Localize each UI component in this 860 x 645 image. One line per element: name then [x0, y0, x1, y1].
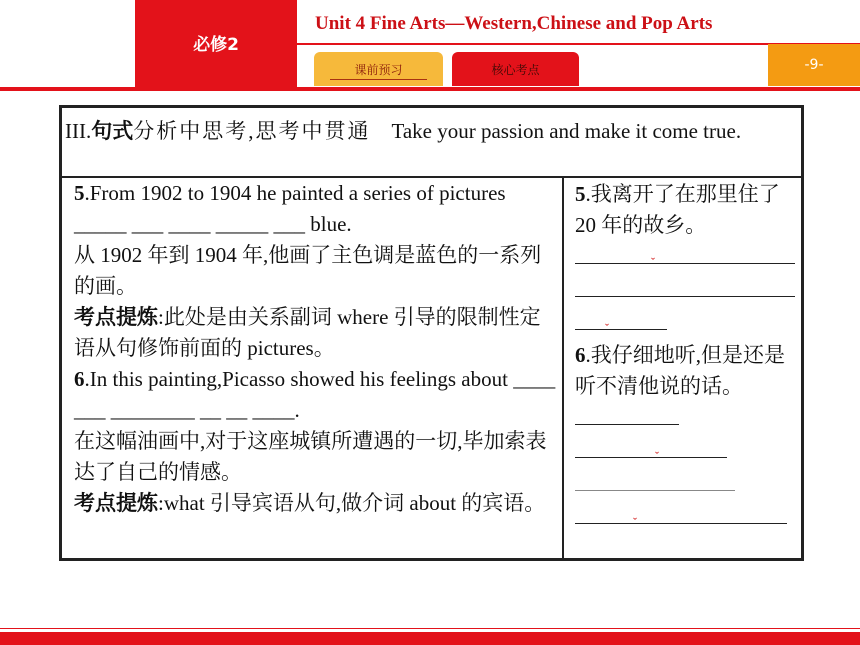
- right-item-5-number: 5: [575, 182, 586, 206]
- tab-preview[interactable]: [314, 52, 443, 86]
- red-mark-icon: ˇ: [605, 321, 609, 335]
- book-label: 必修2: [193, 35, 239, 55]
- exercise-table: [59, 105, 804, 561]
- item-6-tip-label: 考点提炼: [74, 491, 158, 515]
- item-5-tip-text: :此处是由关系副词 where 引导的限制性定语从句修饰前面的 pictures。: [74, 305, 541, 360]
- answer-blank-line[interactable]: [575, 307, 667, 335]
- table-heading: [65, 116, 795, 146]
- item-6-english: [74, 364, 559, 426]
- footer-bar: [0, 632, 860, 645]
- tab-underline: [330, 79, 427, 80]
- item-5-tip: [74, 302, 559, 364]
- item-5-chinese: 从 1902 年到 1904 年,他画了主色调是蓝色的一系列的画。: [74, 243, 542, 298]
- answer-blank-line[interactable]: [575, 468, 735, 491]
- red-mark-icon: ˇ: [655, 449, 659, 463]
- red-mark-icon: ˇ: [633, 515, 637, 529]
- item-6-tip-text: :what 引导宾语从句,做介词 about 的宾语。: [158, 491, 546, 515]
- right-item-5-text: .我离开了在那里住了 20 年的故乡。: [575, 182, 780, 237]
- tab-preview-label: 课前预习: [354, 63, 403, 77]
- heading-bold: 句式: [91, 119, 134, 143]
- item-6-number: 6: [74, 367, 85, 391]
- page-number: -9-: [768, 44, 860, 86]
- answer-blank-line[interactable]: [575, 501, 787, 529]
- right-item-6: [575, 340, 795, 402]
- heading-en: Take your passion and make it come true.: [391, 119, 742, 143]
- left-column: [62, 178, 564, 558]
- item-6-chinese: 在这幅油画中,对于这座城镇所遭遇的一切,毕加索表达了自己的情感。: [74, 429, 547, 484]
- header-bottom-bar: [0, 87, 860, 91]
- right-item-6-number: 6: [575, 343, 586, 367]
- header-left-blank: [0, 0, 135, 88]
- item-5-sentence: .From 1902 to 1904 he painted a series of pictures _____ ___ ____ _____ ___ blue.: [74, 181, 506, 236]
- book-badge: [135, 0, 297, 88]
- item-6-tip: [74, 488, 559, 519]
- right-item-6-text: .我仔细地听,但是还是听不清他说的话。: [575, 343, 785, 398]
- answer-blank-line[interactable]: [575, 274, 795, 297]
- answer-blank-line[interactable]: [575, 402, 679, 425]
- left-column-content: [74, 178, 559, 519]
- item-6-sentence: .In this painting,Picasso showed his feelings about ____ ___ ________ __ __ ____.: [74, 367, 556, 422]
- tab-core-points[interactable]: [452, 52, 579, 86]
- red-mark-icon: ˇ: [651, 255, 655, 269]
- item-5-tip-label: 考点提炼: [74, 305, 158, 329]
- item-5-english: [74, 178, 559, 240]
- heading-roman: III.: [65, 119, 92, 143]
- unit-title: Unit 4 Fine Arts—Western,Chinese and Pop Arts: [315, 13, 713, 34]
- answer-blank-line[interactable]: [575, 435, 727, 463]
- answer-blank-line[interactable]: [575, 241, 795, 269]
- heading-zh: 分析中思考,思考中贯通: [133, 119, 371, 143]
- right-column-content: [575, 179, 795, 534]
- right-column: [564, 178, 801, 558]
- item-5-number: 5: [74, 181, 85, 205]
- tab-core-label: 核心考点: [491, 63, 540, 77]
- table-heading-row: [62, 108, 801, 178]
- right-item-5: [575, 179, 795, 241]
